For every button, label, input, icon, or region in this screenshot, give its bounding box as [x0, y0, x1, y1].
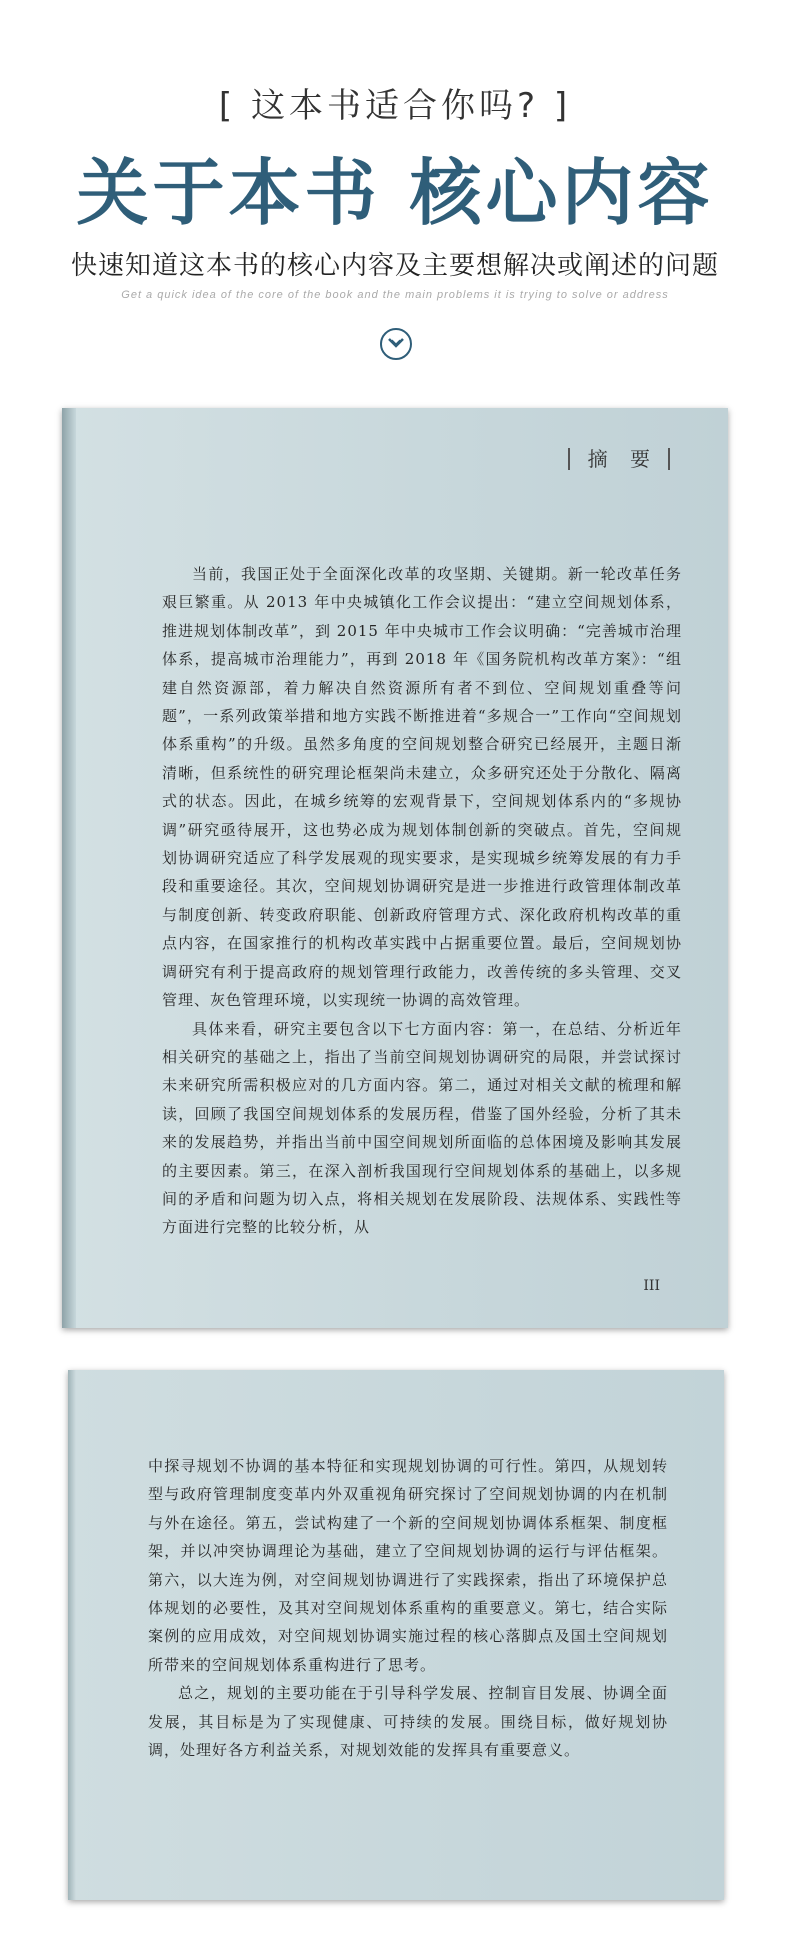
main-title: 关于本书 核心内容 — [76, 150, 714, 235]
paragraph: 具体来看，研究主要包含以下七方面内容：第一，在总结、分析近年相关研究的基础之上，指出了当前空间规划协调研究的局限，并尝试探讨未来研究所需积极应对的几方面内容。第二，通过对相关文献的梳理和解读，回顾了我国空间规划体系的发展历程，借鉴了国外经验，分析了其未来的发展趋势，并指出当前中国空间规划所面临的总体困境及影响其发展的主要因素。第三，在深入剖析我国现行空间规划体系的基础上，以多规间的矛盾和问题为切入点，将相关规划在发展阶段、法规体系、实践性等方面进行完整的比较分析，从 — [162, 1019, 682, 1237]
page-body-text — [162, 560, 682, 1242]
subtitle-chinese: 快速知道这本书的核心内容及主要想解决或阐述的问题 — [70, 251, 719, 281]
paragraph: 总之，规划的主要功能在于引导科学发展、控制盲目发展、协调全面发展，其目标是为了实现健康、可持续的发展。围绕目标，做好规划协调，处理好各方利益关系，对规划效能的发挥具有重要意义。 — [148, 1684, 668, 1760]
section-label: 摘 要 — [568, 448, 670, 470]
page-number: III — [643, 1278, 660, 1294]
subtitle-english: Get a quick idea of the core of the book and the main problems it is trying to solve or address — [121, 289, 669, 301]
paragraph: 当前，我国正处于全面深化改革的攻坚期、关键期。新一轮改革任务艰巨繁重。从 2013 年中央城镇化工作会议提出：“建立空间规划体系，推进规划体制改革”，到 2015 年中央城市工作会议明确：“完善城市治理体系，提高城市治理能力”，再到 2018 年《国务院机构改革方案》：“组建自然资源部，着力解决自然资源所有者不到位、空间规划重叠等问题”，一系列政策举措和地方实践不断推进着“多规合一”工作向“空间规划体系重构”的升级。虽然多角度的空间规划整合研究已经展开，主题日渐清晰，但系统性的研究理论框架尚未建立，众多研究还处于分散化、隔离式的状态。因此，在城乡统筹的宏观背景下，空间规划体系内的“多规协调”研究亟待展开，这也势必成为规划体制创新的突破点。首先，空间规划协调研究适应了科学发展观的现实要求，是实现城乡统筹发展的有力手段和重要途径。其次，空间规划协调研究是进一步推进行政管理体制改革与制度创新、转变政府职能、创新政府管理方式、深化政府机构改革的重点内容，在国家推行的机构改革实践中占据重要位置。最后，空间规划协调研究有利于提高政府的规划管理行政能力，改善传统的多头管理、交叉管理、灰色管理环境，以实现统一协调的高效管理。 — [162, 565, 682, 1010]
section-question-title: [ 这本书适合你吗? ] — [218, 86, 572, 126]
header — [0, 0, 790, 400]
page-body-text — [148, 1452, 668, 1764]
chevron-down-icon — [380, 328, 412, 360]
paragraph: 中探寻规划不协调的基本特征和实现规划协调的可行性。第四，从规划转型与政府管理制度变革内外双重视角研究探讨了空间规划协调的内在机制与外在途径。第五，尝试构建了一个新的空间规划协调体系框架、制度框架，并以冲突协调理论为基础，建立了空间规划协调的运行与评估框架。第六，以大连为例，对空间规划协调进行了实践探索，指出了环境保护总体规划的必要性，及其对空间规划体系重构的重要意义。第七，结合实际案例的应用成效，对空间规划协调实施过程的核心落脚点及国土空间规划所带来的空间规划体系重构进行了思考。 — [148, 1457, 668, 1674]
book-page-abstract — [62, 408, 728, 1328]
book-page-continued — [68, 1370, 724, 1900]
